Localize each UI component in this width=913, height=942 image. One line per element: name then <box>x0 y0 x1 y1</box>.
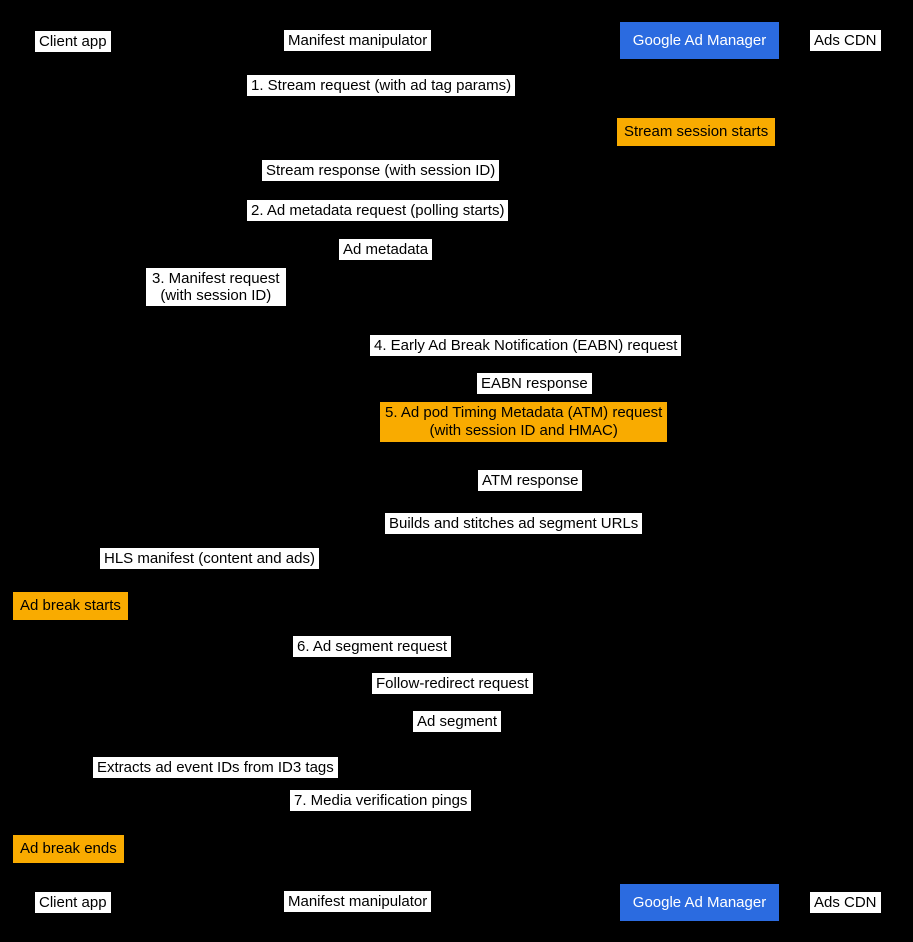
message-ad-metadata: Ad metadata <box>339 239 432 260</box>
actor-ads-cdn-bottom: Ads CDN <box>810 892 881 913</box>
actor-client-app-top: Client app <box>35 31 111 52</box>
message-atm-request <box>380 402 667 442</box>
actor-ads-cdn-top: Ads CDN <box>810 30 881 51</box>
note-ad-break-ends: Ad break ends <box>13 835 124 863</box>
message-atm-request-line1: 5. Ad pod Timing Metadata (ATM) request <box>385 404 663 421</box>
message-ad-segment: Ad segment <box>413 711 501 732</box>
actor-manifest-manipulator-top: Manifest manipulator <box>284 30 431 51</box>
message-extracts-id3: Extracts ad event IDs from ID3 tags <box>93 757 338 778</box>
actor-google-ad-manager-bottom: Google Ad Manager <box>620 884 779 921</box>
message-builds-stitches: Builds and stitches ad segment URLs <box>385 513 642 534</box>
actor-manifest-manipulator-bottom: Manifest manipulator <box>284 891 431 912</box>
message-eabn-response: EABN response <box>477 373 592 394</box>
message-stream-response: Stream response (with session ID) <box>262 160 499 181</box>
note-stream-session-starts: Stream session starts <box>617 118 775 146</box>
message-stream-request: 1. Stream request (with ad tag params) <box>247 75 515 96</box>
message-ad-metadata-request: 2. Ad metadata request (polling starts) <box>247 200 508 221</box>
message-eabn-request: 4. Early Ad Break Notification (EABN) request <box>370 335 681 356</box>
actor-client-app-bottom: Client app <box>35 892 111 913</box>
message-atm-request-line2: (with session ID and HMAC) <box>429 422 618 439</box>
actor-google-ad-manager-top: Google Ad Manager <box>620 22 779 59</box>
note-ad-break-starts: Ad break starts <box>13 592 128 620</box>
message-manifest-request-line2: (with session ID) <box>160 287 272 304</box>
message-ad-segment-request: 6. Ad segment request <box>293 636 451 657</box>
message-manifest-request <box>146 268 286 306</box>
message-hls-manifest: HLS manifest (content and ads) <box>100 548 319 569</box>
message-follow-redirect-request: Follow-redirect request <box>372 673 533 694</box>
message-media-verification-pings: 7. Media verification pings <box>290 790 471 811</box>
message-atm-response: ATM response <box>478 470 582 491</box>
message-manifest-request-line1: 3. Manifest request <box>152 270 280 287</box>
